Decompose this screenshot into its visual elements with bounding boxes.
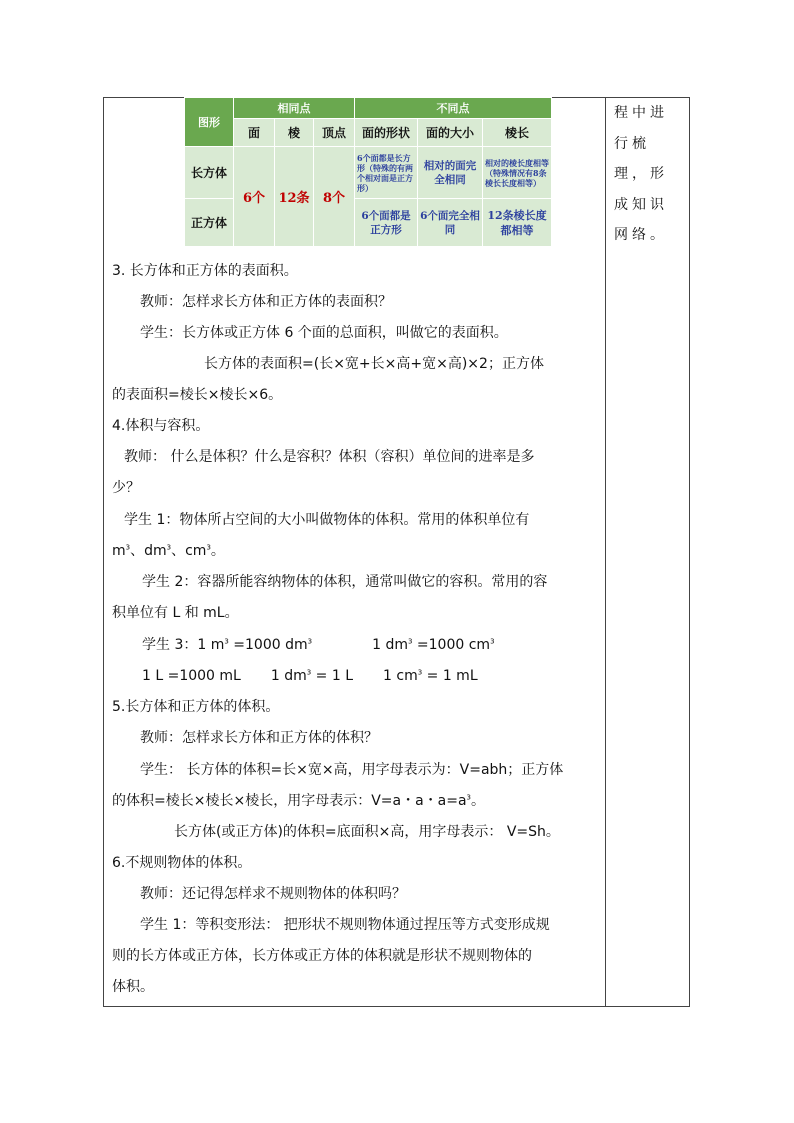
- section-4-heading: 4.体积与容积。: [112, 418, 210, 434]
- col-size: 面的大小: [418, 119, 483, 147]
- vertices-value: 8个: [314, 147, 355, 247]
- cube-shape: 6个面都是正方形: [355, 199, 418, 247]
- cube-volume-formula: 的体积=棱长×棱长×棱长，用字母表示：V=a・a・$a=a^3$。: [112, 793, 486, 809]
- teacher-q4-cont: 少？: [112, 480, 140, 496]
- column-divider: [605, 97, 606, 1007]
- teacher-q5: 教师：怎样求长方体和正方体的体积？: [140, 730, 378, 746]
- comparison-table: [184, 97, 552, 247]
- general-volume-formula: 长方体(或正方体)的体积=底面积×高，用字母表示： V=Sh。: [174, 824, 560, 840]
- teacher-q3: 教师：怎样求长方体和正方体的表面积？: [140, 294, 392, 310]
- col-vertex: 顶点: [314, 119, 355, 147]
- student2-a4: 学生 2：容器所能容纳物体的体积，通常叫做它的容积。常用的容: [142, 574, 548, 590]
- volume-units: $m^3$、$dm^3$、$cm^3$。: [112, 543, 225, 559]
- sidebar-note: 程中进行梳理，形成知识网络。: [614, 105, 668, 243]
- diff-header: 不同点: [355, 98, 552, 119]
- student-a5: 学生： 长方体的体积=长×宽×高，用字母表示为：V=abh；正方体: [140, 762, 564, 778]
- student1-a6: 学生 1：等积变形法： 把形状不规则物体通过捏压等方式变形成规: [140, 917, 550, 933]
- student1-a4: 学生 1：物体所占空间的大小叫做物体的体积。常用的体积单位有: [124, 512, 530, 528]
- edges-value: 12条: [275, 147, 314, 247]
- cuboid-shape: 6个面都是长方形（特殊的有两个相对面是正方形）: [355, 147, 418, 199]
- cuboid-length: 相对的棱长度相等（特殊情况有8条棱长长度相等）: [483, 147, 552, 199]
- corner-header: 图形: [185, 98, 234, 147]
- cube-size: 6个面完全相同: [418, 199, 483, 247]
- cube-length: 12条棱长度都相等: [483, 199, 552, 247]
- student1-a6-cont: 则的长方体或正方体，长方体或正方体的体积就是形状不规则物体的: [112, 948, 532, 964]
- student1-a6-end: 体积。: [112, 979, 154, 995]
- faces-value: 6个: [234, 147, 275, 247]
- student-a3: 学生：长方体或正方体 6 个面的总面积，叫做它的表面积。: [140, 325, 508, 341]
- surface-formula: 长方体的表面积=(长×宽+长×高+宽×高)×2；正方体: [204, 356, 544, 372]
- col-edge: 棱: [275, 119, 314, 147]
- col-length: 棱长: [483, 119, 552, 147]
- student3-rates: 学生 3：1 $m^3 =1000$ $dm^3$ 1 $dm^3 =1000$ $cm^3$: [142, 637, 495, 653]
- section-6-heading: 6.不规则物体的体积。: [112, 855, 252, 871]
- cuboid-size: 相对的面完全相同: [418, 147, 483, 199]
- col-face: 面: [234, 119, 275, 147]
- teacher-q4: 教师： 什么是体积？什么是容积？体积（容积）单位间的进率是多: [124, 449, 535, 465]
- unit-rates: 1 L =1000 mL 1 $dm^3 = 1$ L 1 $cm^3 = 1$ mL: [142, 668, 478, 684]
- col-shape: 面的形状: [355, 119, 418, 147]
- row-cuboid-name: 长方体: [185, 147, 234, 199]
- section-3-heading: 3. 长方体和正方体的表面积。: [112, 263, 298, 279]
- capacity-units: 积单位有 L 和 mL。: [112, 605, 239, 621]
- section-5-heading: 5.长方体和正方体的体积。: [112, 699, 280, 715]
- same-header: 相同点: [234, 98, 355, 119]
- surface-formula-cont: 的表面积=棱长×棱长×6。: [112, 387, 283, 403]
- row-cube-name: 正方体: [185, 199, 234, 247]
- teacher-q6: 教师：还记得怎样求不规则物体的体积吗？: [140, 886, 406, 902]
